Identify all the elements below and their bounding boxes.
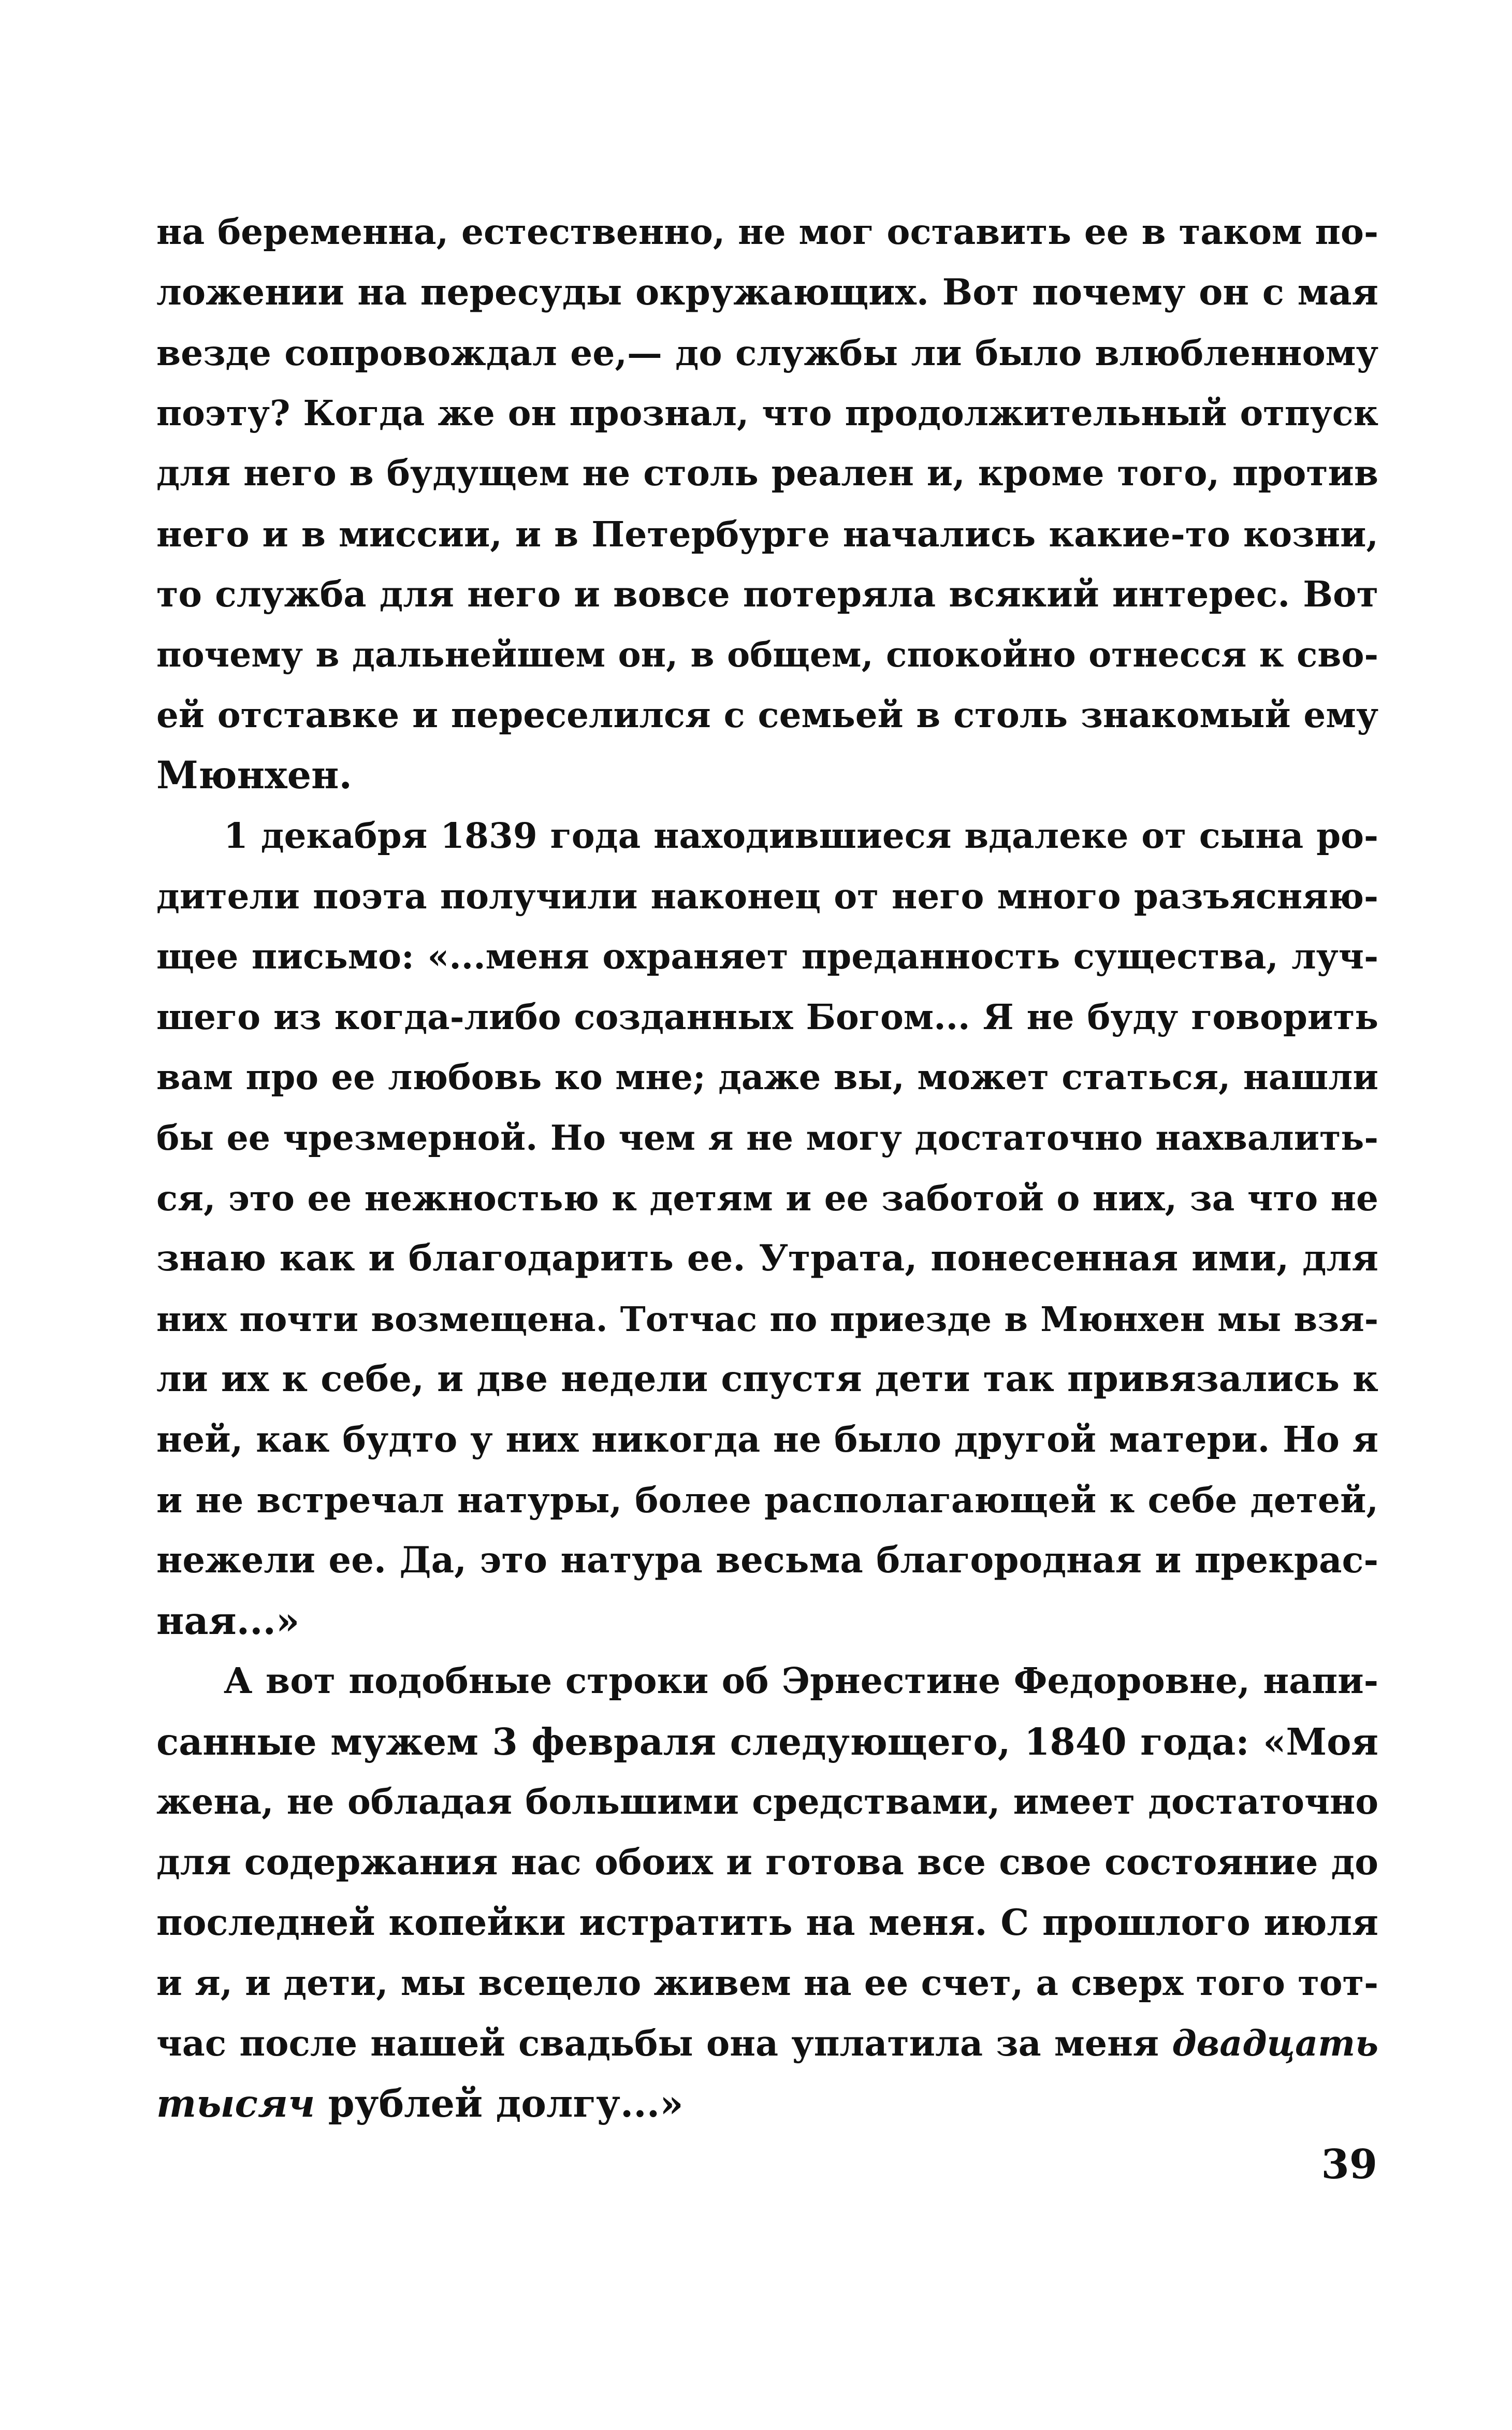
text-line: санные мужем 3 февраля следующего, 1840 года: «Моя xyxy=(156,1719,1378,1763)
text-segment: рублей долгу...» xyxy=(315,2081,684,2127)
text-line: и я, и дети, мы всецело живем на ее счет, а сверх того тот- xyxy=(156,1962,1378,2004)
text-line: для содержания нас обоих и готова все свое состояние до xyxy=(156,1842,1378,1884)
paragraph-1 xyxy=(156,202,1378,806)
text-line: Мюнхен. xyxy=(156,753,352,798)
text-line xyxy=(156,2074,1378,2134)
text-line: для него в будущем не столь реален и, кроме того, против xyxy=(156,453,1378,495)
paragraph-3 xyxy=(156,1651,1378,2134)
text-line: знаю как и благодарить ее. Утрата, понесенная ими, для xyxy=(156,1237,1378,1280)
text-line: А вот подобные строки об Эрнестине Федоровне, напи- xyxy=(224,1660,1378,1702)
text-line: шего из когда-либо созданных Богом... Я не буду говорить xyxy=(156,996,1378,1037)
text-line: последней копейки истратить на меня. С прошлого июля xyxy=(156,1901,1378,1944)
text-line: везде сопровождал ее,— до службы ли было влюбленному xyxy=(156,332,1378,374)
text-line: ли их к себе, и две недели спустя дети так привязались к xyxy=(156,1358,1378,1400)
italic-text-segment: двадцать xyxy=(1172,2022,1378,2064)
text-line: ная...» xyxy=(156,1598,300,1643)
text-segment: час после нашей свадьбы она уплатила за меня xyxy=(156,2022,1172,2064)
italic-text-segment: тысяч xyxy=(156,2081,315,2127)
text-line: на беременна, естественно, не мог оставить ее в таком по- xyxy=(156,211,1378,252)
text-line: нежели ее. Да, это натура весьма благородная и прекрас- xyxy=(156,1539,1378,1582)
text-line: то служба для него и вовсе потеряла всякий интерес. Вот xyxy=(156,573,1378,615)
text-line: бы ее чрезмерной. Но чем я не могу достаточно нахвалить- xyxy=(156,1117,1378,1158)
paragraph-2 xyxy=(156,806,1378,1651)
body-text xyxy=(156,202,1378,2134)
text-line: вам про ее любовь ко мне; даже вы, может статься, нашли xyxy=(156,1057,1378,1098)
text-line: и не встречал натуры, более располагающей к себе детей, xyxy=(156,1479,1378,1521)
text-line: щее письмо: «...меня охраняет преданность существа, луч- xyxy=(156,936,1378,977)
page-number: 39 xyxy=(1321,2141,1377,2188)
text-line: него и в миссии, и в Петербурге начались какие-то козни, xyxy=(156,513,1378,555)
text-line: ней, как будто у них никогда не было другой матери. Но я xyxy=(156,1419,1378,1460)
text-line xyxy=(156,2014,1378,2074)
text-line: поэту? Когда же он прознал, что продолжительный отпуск xyxy=(156,392,1378,433)
text-line: почему в дальнейшем он, в общем, спокойно отнесся к сво- xyxy=(156,634,1378,675)
text-line: ся, это ее нежностью к детям и ее заботой о них, за что не xyxy=(156,1177,1378,1219)
text-line: 1 декабря 1839 года находившиеся вдалеке от сына ро- xyxy=(224,815,1378,856)
text-line: ей отставке и переселился с семьей в столь знакомый ему xyxy=(156,694,1378,735)
text-line: них почти возмещена. Тотчас по приезде в Мюнхен мы взя- xyxy=(156,1298,1378,1339)
text-line: ложении на пересуды окружающих. Вот почему он с мая xyxy=(156,271,1378,313)
text-line: дители поэта получили наконец от него много разъясняю- xyxy=(156,875,1378,917)
text-line: жена, не обладая большими средствами, имеет достаточно xyxy=(156,1781,1378,1822)
